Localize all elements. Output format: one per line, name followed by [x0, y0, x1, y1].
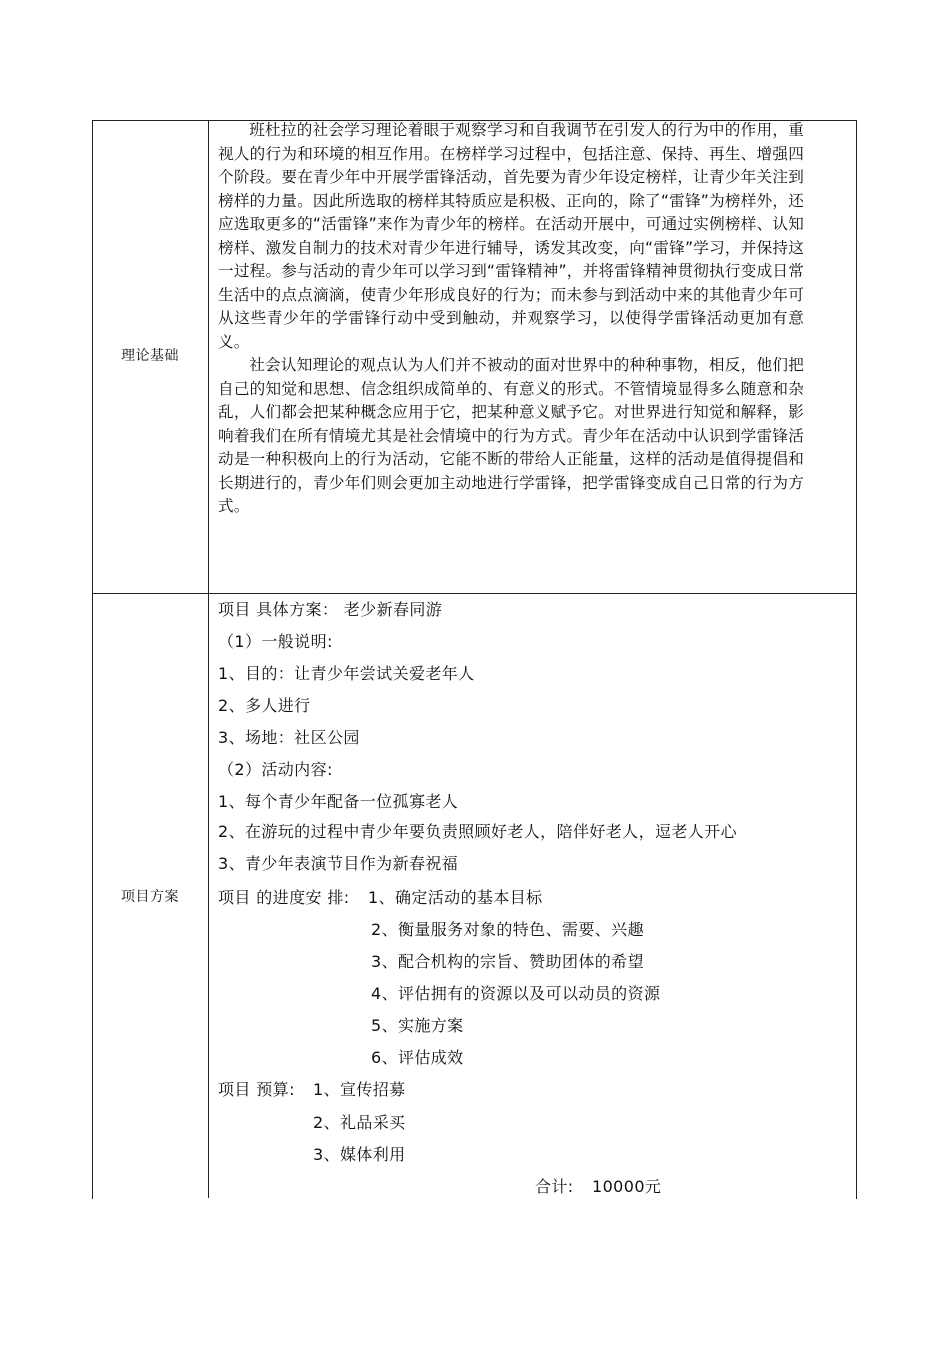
content-item: 1、每个青少年配备一位孤寡老人	[218, 792, 459, 811]
content-item: 3、青少年表演节目作为新春祝福	[218, 854, 459, 873]
content-item: 2、在游玩的过程中青少年要负责照顾好老人，陪伴好老人，逗老人开心	[218, 822, 737, 841]
general-item: 3、场地：社区公园	[218, 728, 360, 747]
theory-paragraph: 社会认知理论的观点认为人们并不被动的面对世界中的种种事物，相反，他们把自己的知觉和思想、信念组织成简单的、有意义的形式。不管情境显得多么随意和杂乱，人们都会把某种概念应用于它，把某种意义赋予它。对世界进行知觉和解释，影响着我们在所有情境尤其是社会情境中的行为方式。青少年在活动中认识到学雷锋活动是一种积极向上的行为活动，它能不断的带给人正能量，这样的活动是值得提倡和长期进行的，青少年们则会更加主动地进行学雷锋，把学雷锋变成自己日常的行为方式。	[218, 356, 804, 515]
schedule-item: 3、配合机构的宗旨、赞助团体的希望	[371, 952, 644, 971]
budget-item: 2、礼品采买	[313, 1113, 406, 1132]
theory-text	[218, 119, 804, 519]
content-heading: （2）活动内容:	[218, 760, 333, 779]
row-divider	[92, 593, 856, 594]
budget-item: 3、媒体利用	[313, 1145, 406, 1164]
schedule-item: 1、确定活动的基本目标	[368, 888, 543, 907]
plan-title: 项目 具体方案： 老少新春同游	[218, 600, 443, 619]
general-heading: （1）一般说明:	[218, 632, 333, 651]
budget-heading: 项目 预算:	[218, 1080, 295, 1099]
total-label: 合计:	[535, 1177, 574, 1196]
theory-label: 理论基础	[121, 348, 179, 364]
budget-item: 1、宣传招募	[313, 1080, 406, 1099]
schedule-item: 4、评估拥有的资源以及可以动员的资源	[371, 984, 661, 1003]
total-value: 10000元	[592, 1177, 662, 1196]
schedule-item: 5、实施方案	[371, 1016, 464, 1035]
general-item: 1、目的：让青少年尝试关爱老年人	[218, 664, 475, 683]
general-item: 2、多人进行	[218, 696, 311, 715]
column-divider	[208, 120, 209, 1198]
schedule-heading: 项目 的进度安 排:	[218, 888, 350, 907]
schedule-item: 2、衡量服务对象的特色、需要、兴趣	[371, 920, 644, 939]
plan-label: 项目方案	[121, 889, 179, 905]
theory-paragraph: 班杜拉的社会学习理论着眼于观察学习和自我调节在引发人的行为中的作用，重视人的行为和环境的相互作用。在榜样学习过程中，包括注意、保持、再生、增强四个阶段。要在青少年中开展学雷锋活动，首先要为青少年设定榜样，让青少年关注到榜样的力量。因此所选取的榜样其特质应是积极、正向的，除了“雷锋”为榜样外，还应选取更多的“活雷锋”来作为青少年的榜样。在活动开展中，可通过实例榜样、认知榜样、激发自制力的技术对青少年进行辅导，诱发其改变，向“雷锋”学习，并保持这一过程。参与活动的青少年可以学习到“雷锋精神”，并将雷锋精神贯彻执行变成日常生活中的点点滴滴，使青少年形成良好的行为；而未参与到活动中来的其他青少年可从这些青少年的学雷锋行动中受到触动，并观察学习，以使得学雷锋活动更加有意义。	[218, 121, 804, 351]
schedule-item: 6、评估成效	[371, 1048, 464, 1067]
